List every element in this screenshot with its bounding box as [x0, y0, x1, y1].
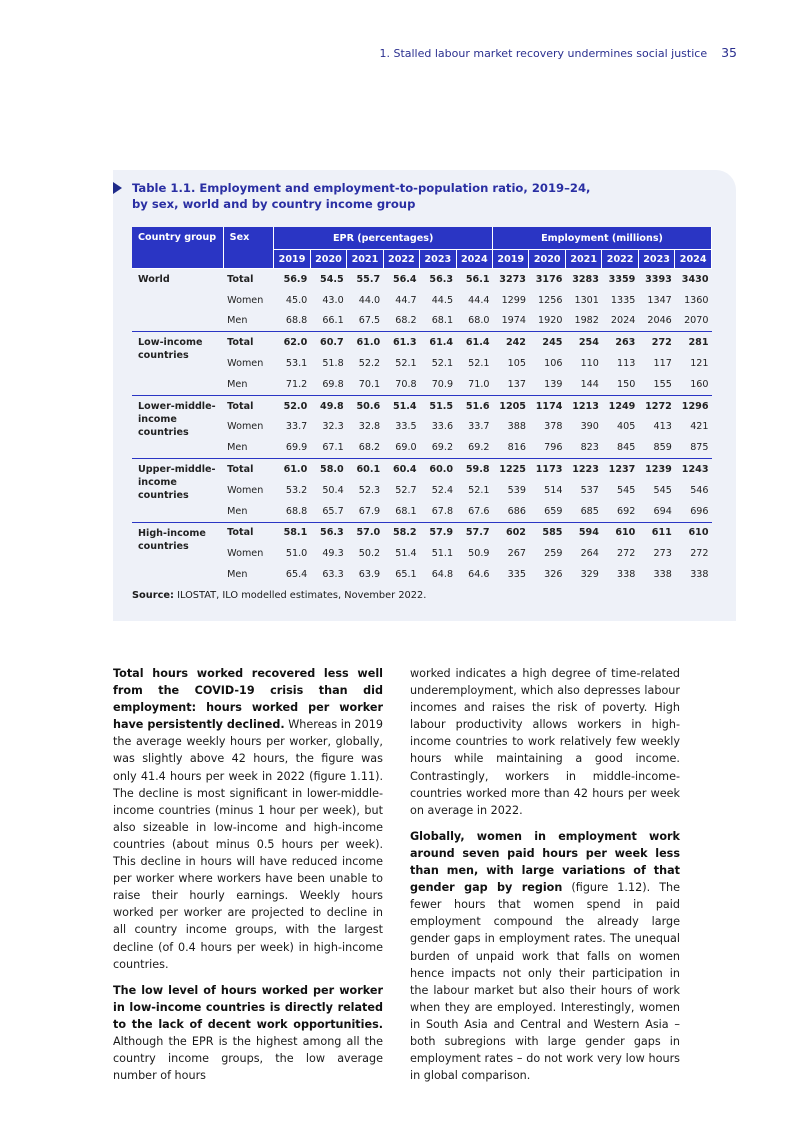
sex-label: Men	[227, 315, 248, 327]
epr-cell: 69.8	[322, 378, 344, 390]
header-year-emp-2023: 2023	[638, 250, 674, 269]
emp-cell: 692	[617, 505, 636, 517]
emp-cell: 694	[653, 505, 672, 517]
epr-cell: 56.3	[429, 273, 454, 285]
epr-cell: 50.6	[347, 395, 383, 416]
emp-cell: 1360	[684, 294, 709, 306]
epr-cell: 69.2	[431, 442, 454, 454]
paragraph-text: Although the EPR is the highest among all the country income groups, the low average number of hours	[113, 1034, 383, 1083]
header-year-epr-2024: 2024	[456, 250, 492, 269]
emp-cell: 696	[690, 505, 709, 517]
epr-cell: 67.6	[468, 505, 490, 517]
epr-cell: 32.8	[358, 421, 381, 433]
epr-cell: 63.9	[358, 569, 381, 581]
table-caption	[113, 180, 713, 212]
emp-cell: 144	[580, 378, 599, 390]
epr-cell: 56.9	[283, 273, 308, 285]
epr-cell: 70.1	[358, 378, 381, 390]
sex-label: Total	[223, 395, 274, 416]
epr-cell: 51.4	[383, 395, 419, 416]
epr-cell: 50.9	[468, 548, 490, 560]
emp-cell: 1213	[565, 395, 601, 416]
sex-label: Women	[227, 548, 264, 560]
country-group-label: High-income countries	[132, 522, 223, 585]
epr-cell: 52.1	[468, 484, 490, 496]
epr-cell: 52.0	[274, 395, 310, 416]
emp-cell: 686	[507, 505, 526, 517]
epr-cell: 68.2	[358, 442, 381, 454]
emp-cell: 155	[653, 378, 672, 390]
epr-cell: 59.8	[456, 459, 492, 480]
emp-cell: 267	[507, 548, 526, 560]
emp-cell: 150	[617, 378, 636, 390]
epr-cell: 52.4	[431, 484, 454, 496]
emp-cell: 1256	[538, 294, 563, 306]
emp-cell: 245	[529, 332, 565, 353]
sex-label: Men	[227, 505, 248, 517]
epr-cell: 52.1	[395, 358, 417, 370]
emp-cell: 585	[529, 522, 565, 543]
header-year-epr-2021: 2021	[347, 250, 383, 269]
epr-cell: 64.8	[431, 569, 454, 581]
emp-cell: 281	[675, 332, 712, 353]
emp-cell: 1974	[501, 315, 526, 327]
epr-cell: 56.3	[310, 522, 346, 543]
epr-cell: 33.7	[468, 421, 490, 433]
emp-cell: 594	[565, 522, 601, 543]
paragraph-text: Whereas in 2019 the average weekly hours per worker, globally, was slightly above 42 hours, the figure was only 41.4 hours per week in 2022 (figure 1.11). The decline is most significant in lower-middle-income countries (minus 1 hour per week), but also sizeable in low-income and high-income countries (about minus 0.5 hours per week). This decline in hours will have reduced income per worker where workers have been unable to raise their hourly earnings. Weekly hours worked per worker are projected to decline in all country income groups, with the largest decline (of 0.4 hours per week) in high-income countries.	[113, 718, 383, 971]
header-year-emp-2024: 2024	[675, 250, 712, 269]
epr-cell: 61.0	[347, 332, 383, 353]
emp-cell: 113	[617, 358, 636, 370]
emp-cell: 685	[580, 505, 599, 517]
caption-triangle-icon	[113, 182, 122, 194]
epr-cell: 60.1	[347, 459, 383, 480]
sex-label: Women	[227, 294, 264, 306]
epr-cell: 53.1	[285, 358, 308, 370]
emp-cell: 273	[653, 548, 672, 560]
epr-cell: 54.5	[320, 273, 344, 285]
epr-cell: 51.6	[456, 395, 492, 416]
table-row	[132, 269, 712, 290]
epr-cell: 52.1	[431, 358, 454, 370]
header-sex: Sex	[223, 227, 274, 269]
epr-cell: 61.3	[383, 332, 419, 353]
emp-cell: 338	[617, 569, 636, 581]
emp-cell: 659	[544, 505, 563, 517]
emp-cell: 1243	[675, 459, 712, 480]
epr-cell: 52.3	[358, 484, 381, 496]
emp-cell: 137	[507, 378, 526, 390]
paragraph-lead: Globally, women in employment work around seven paid hours per week less than men, with large variations of that gender gap by region	[410, 829, 680, 895]
emp-cell: 390	[580, 421, 599, 433]
epr-cell: 51.0	[285, 548, 308, 560]
epr-cell: 69.9	[285, 442, 308, 454]
emp-cell: 545	[617, 484, 636, 496]
emp-cell: 272	[690, 548, 709, 560]
emp-cell: 537	[580, 484, 599, 496]
emp-cell: 816	[507, 442, 526, 454]
table-row	[132, 522, 712, 543]
epr-cell: 51.4	[395, 548, 417, 560]
epr-cell: 70.9	[431, 378, 454, 390]
epr-cell: 50.2	[358, 548, 381, 560]
epr-cell: 53.2	[285, 484, 308, 496]
body-column-right	[410, 665, 680, 1093]
emp-cell: 1347	[647, 294, 672, 306]
emp-cell: 875	[690, 442, 709, 454]
emp-cell: 859	[653, 442, 672, 454]
table-source	[132, 590, 426, 601]
epr-cell: 33.6	[431, 421, 454, 433]
emp-cell: 1920	[538, 315, 563, 327]
emp-cell: 106	[544, 358, 563, 370]
epr-cell: 51.5	[420, 395, 456, 416]
body-paragraph	[113, 665, 383, 973]
emp-cell: 1249	[602, 395, 638, 416]
epr-cell: 33.7	[285, 421, 308, 433]
epr-cell: 60.4	[383, 459, 419, 480]
epr-cell: 69.2	[468, 442, 490, 454]
chapter-title: 1. Stalled labour market recovery undermines social justice	[379, 47, 708, 60]
caption-line-1: Table 1.1. Employment and employment-to-population ratio, 2019–24,	[132, 181, 591, 195]
emp-cell: 2046	[647, 315, 672, 327]
emp-cell: 272	[617, 548, 636, 560]
epr-cell: 67.8	[431, 505, 454, 517]
epr-cell: 33.5	[395, 421, 417, 433]
emp-cell: 3393	[645, 273, 672, 285]
header-employment: Employment (millions)	[493, 227, 712, 250]
sex-label: Total	[223, 459, 274, 480]
emp-cell: 1223	[565, 459, 601, 480]
sex-label: Men	[227, 569, 248, 581]
epr-cell: 64.6	[468, 569, 490, 581]
sex-label: Men	[227, 442, 248, 454]
header-year-epr-2020: 2020	[310, 250, 346, 269]
emp-cell: 1982	[574, 315, 599, 327]
epr-cell: 51.8	[322, 358, 344, 370]
epr-cell: 52.7	[395, 484, 417, 496]
body-paragraph	[410, 665, 680, 819]
emp-cell: 160	[690, 378, 709, 390]
emp-cell: 602	[493, 522, 529, 543]
epr-cell: 68.8	[285, 315, 308, 327]
emp-cell: 610	[602, 522, 638, 543]
body-paragraph	[113, 982, 383, 1085]
epr-cell: 60.0	[420, 459, 456, 480]
epr-cell: 68.8	[285, 505, 308, 517]
epr-cell: 49.8	[310, 395, 346, 416]
epr-cell: 56.1	[465, 273, 490, 285]
emp-cell: 1174	[529, 395, 565, 416]
header-year-epr-2023: 2023	[420, 250, 456, 269]
emp-cell: 338	[690, 569, 709, 581]
source-text: ILOSTAT, ILO modelled estimates, November 2022.	[173, 590, 427, 601]
epr-cell: 67.9	[358, 505, 381, 517]
epr-cell: 49.3	[322, 548, 344, 560]
emp-cell: 1239	[638, 459, 674, 480]
emp-cell: 1335	[610, 294, 636, 306]
sex-label: Women	[227, 358, 264, 370]
emp-cell: 1225	[493, 459, 529, 480]
paragraph-text: (figure 1.12). The fewer hours that women spend in paid employment compound the already large gender gaps in employment rates. The unequal burden of unpaid work that falls on women hence impacts not only their participation in the labour market but also their hours of work when they are employed. Interestingly, women in South Asia and Central and Western Asia – both subregions with large gender gaps in employment rates – do not work very low hours in global comparison.	[410, 881, 680, 1083]
emp-cell: 326	[544, 569, 563, 581]
epr-cell: 43.0	[322, 294, 344, 306]
epr-cell: 58.0	[310, 459, 346, 480]
country-group-label: World	[138, 274, 170, 285]
epr-cell: 71.0	[468, 378, 490, 390]
epr-cell: 51.1	[431, 548, 454, 560]
epr-cell: 70.8	[395, 378, 417, 390]
emp-cell: 263	[602, 332, 638, 353]
sex-label: Total	[223, 332, 274, 353]
epr-cell: 58.1	[274, 522, 310, 543]
emp-cell: 546	[690, 484, 709, 496]
body-paragraph	[410, 828, 680, 1084]
running-header	[379, 45, 737, 60]
emp-cell: 378	[544, 421, 563, 433]
epr-cell: 69.0	[395, 442, 417, 454]
country-group-label: Upper-middle-income countries	[132, 459, 223, 522]
emp-cell: 421	[690, 421, 709, 433]
emp-cell: 845	[617, 442, 636, 454]
epr-cell: 52.1	[468, 358, 490, 370]
epr-cell: 65.1	[395, 569, 417, 581]
emp-cell: 259	[544, 548, 563, 560]
emp-cell: 254	[565, 332, 601, 353]
emp-cell: 545	[653, 484, 672, 496]
epr-cell: 50.4	[322, 484, 344, 496]
emp-cell: 611	[638, 522, 674, 543]
emp-cell: 1296	[675, 395, 712, 416]
emp-cell: 405	[617, 421, 636, 433]
epr-cell: 65.7	[322, 505, 344, 517]
sex-label: Men	[227, 378, 248, 390]
emp-cell: 139	[544, 378, 563, 390]
table-row	[132, 459, 712, 480]
epr-cell: 68.1	[395, 505, 417, 517]
sex-label: Total	[223, 522, 274, 543]
table-row	[132, 332, 712, 353]
table-panel	[113, 170, 736, 621]
epr-cell: 60.7	[310, 332, 346, 353]
emp-cell: 1272	[638, 395, 674, 416]
page-number: 35	[721, 45, 737, 60]
epr-cell: 66.1	[322, 315, 344, 327]
emp-cell: 1301	[574, 294, 599, 306]
emp-cell: 1299	[501, 294, 526, 306]
epr-cell: 57.9	[420, 522, 456, 543]
emp-cell: 338	[653, 569, 672, 581]
emp-cell: 335	[507, 569, 526, 581]
epr-cell: 68.2	[395, 315, 417, 327]
emp-cell: 1205	[493, 395, 529, 416]
paragraph-lead: Total hours worked recovered less well from the COVID-19 crisis than did employment: hours worked per worker have persistently declined.	[113, 667, 383, 732]
employment-table	[132, 227, 712, 585]
body-column-left	[113, 665, 383, 1093]
epr-cell: 68.1	[431, 315, 454, 327]
sex-label: Total	[227, 273, 254, 285]
epr-cell: 67.5	[358, 315, 381, 327]
emp-cell: 413	[653, 421, 672, 433]
epr-cell: 61.0	[274, 459, 310, 480]
sex-label: Women	[227, 484, 264, 496]
table-row	[132, 395, 712, 416]
header-year-emp-2022: 2022	[602, 250, 638, 269]
emp-cell: 1173	[529, 459, 565, 480]
emp-cell: 329	[580, 569, 599, 581]
emp-cell: 3283	[572, 273, 599, 285]
sex-label: Women	[227, 421, 264, 433]
emp-cell: 105	[507, 358, 526, 370]
country-group-label: Low-income countries	[132, 332, 223, 395]
epr-cell: 56.4	[392, 273, 417, 285]
emp-cell: 3273	[499, 273, 526, 285]
epr-cell: 62.0	[274, 332, 310, 353]
epr-cell: 44.7	[395, 294, 417, 306]
emp-cell: 2024	[610, 315, 636, 327]
epr-cell: 57.7	[456, 522, 492, 543]
header-year-emp-2019: 2019	[493, 250, 529, 269]
epr-cell: 65.4	[285, 569, 308, 581]
epr-cell: 57.0	[347, 522, 383, 543]
emp-cell: 110	[580, 358, 599, 370]
emp-cell: 242	[493, 332, 529, 353]
epr-cell: 52.2	[358, 358, 381, 370]
emp-cell: 823	[580, 442, 599, 454]
paragraph-lead: The low level of hours worked per worker in low-income countries is directly related to the lack of decent work opportunities.	[113, 983, 383, 1031]
emp-cell: 514	[544, 484, 563, 496]
epr-cell: 45.0	[285, 294, 308, 306]
emp-cell: 117	[653, 358, 672, 370]
country-group-label: Lower-middle-income countries	[132, 395, 223, 458]
emp-cell: 121	[690, 358, 709, 370]
emp-cell: 3430	[681, 273, 709, 285]
epr-cell: 63.3	[322, 569, 344, 581]
emp-cell: 2070	[684, 315, 709, 327]
emp-cell: 272	[638, 332, 674, 353]
emp-cell: 796	[544, 442, 563, 454]
header-year-epr-2022: 2022	[383, 250, 419, 269]
epr-cell: 68.0	[468, 315, 490, 327]
epr-cell: 44.0	[358, 294, 381, 306]
epr-cell: 32.3	[322, 421, 344, 433]
emp-cell: 3176	[535, 273, 563, 285]
emp-cell: 610	[675, 522, 712, 543]
header-year-emp-2020: 2020	[529, 250, 565, 269]
epr-cell: 44.4	[468, 294, 490, 306]
emp-cell: 539	[507, 484, 526, 496]
epr-cell: 61.4	[420, 332, 456, 353]
caption-line-2: by sex, world and by country income group	[132, 197, 416, 211]
emp-cell: 1237	[602, 459, 638, 480]
epr-cell: 71.2	[285, 378, 308, 390]
epr-cell: 61.4	[456, 332, 492, 353]
epr-cell: 58.2	[383, 522, 419, 543]
source-label: Source:	[132, 590, 174, 601]
header-year-emp-2021: 2021	[565, 250, 601, 269]
epr-cell: 44.5	[431, 294, 454, 306]
emp-cell: 3359	[608, 273, 636, 285]
header-country-group: Country group	[132, 227, 223, 269]
paragraph-text: worked indicates a high degree of time-related underemployment, which also depresses labour incomes and raises the risk of poverty. High labour productivity allows workers in high-income countries to work relatively few weekly hours while maintaining a good income. Contrastingly, workers in middle-income-countries worked more than 42 hours per week on average in 2022.	[410, 667, 680, 817]
emp-cell: 388	[507, 421, 526, 433]
epr-cell: 67.1	[322, 442, 344, 454]
emp-cell: 264	[580, 548, 599, 560]
epr-cell: 55.7	[356, 273, 381, 285]
header-year-epr-2019: 2019	[274, 250, 310, 269]
header-epr: EPR (percentages)	[274, 227, 493, 250]
